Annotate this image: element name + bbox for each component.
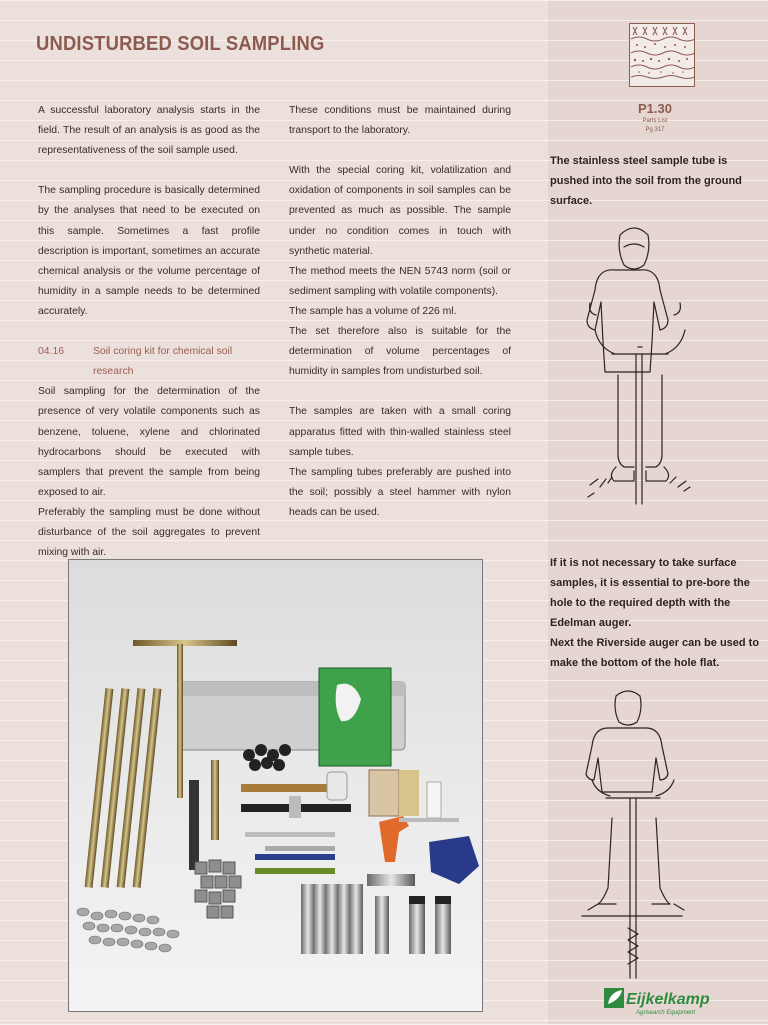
soil-profile-icon — [629, 23, 695, 87]
parts-list-label: Parts List — [642, 118, 668, 124]
page-code: P1.30 — [638, 101, 672, 116]
paragraph: The method meets the NEN 5743 norm (soil or sediment sampling with volatile components). — [289, 265, 511, 297]
sampling-man-illustration — [580, 215, 700, 510]
brand-logo — [604, 986, 724, 1020]
note-text: Next the Riverside auger can be used to make the bottom of the hole flat. — [550, 637, 760, 670]
paragraph: These conditions must be maintained during transport to the laboratory. — [289, 105, 511, 137]
page-reference: Pg 317 — [645, 127, 665, 133]
note-text: The stainless steel sample tube is pushed into the soil from the ground surface. — [550, 155, 742, 208]
text-column-left — [38, 101, 260, 563]
section-heading — [38, 342, 260, 382]
leaf-icon — [604, 986, 724, 1020]
auger-man-illustration — [578, 688, 688, 983]
note-text: If it is not necessary to take surface samples, it is essential to pre-bore the hole to the required depth with the Edelman auger. — [550, 557, 750, 630]
paragraph: With the special coring kit, volatilization and oxidation of components in soil samples can be prevented as much as possible. The sample under no condition comes in touch with synthetic material. — [289, 165, 511, 257]
paragraph: The sampling procedure is basically determined by the analyses that need to be executed on this sample. Sometimes a fast profile description is important, sometimes an accurate chemical analysis or the volume percentage of humidity in a sample needs to be determined accurately. — [38, 185, 260, 317]
section-title: Soil coring kit for chemical soil research — [93, 346, 233, 378]
text-column-middle — [289, 101, 511, 523]
paragraph: Soil sampling for the determination of the presence of very volatile components such as benzene, toluene, xylene and chlorinated hydrocarbons should be executed with samplers that prevent the sample from being exposed to air. — [38, 386, 260, 498]
section-number: 04.16 — [38, 346, 65, 358]
paragraph: A successful laboratory analysis starts in the field. The result of an analysis is as good as the representativeness of the soil sample used. — [38, 105, 260, 157]
paragraph: The samples are taken with a small coring apparatus fitted with thin-walled stainless steel sample tubes. — [289, 406, 511, 458]
soil-coring-kit-photo — [68, 559, 483, 1012]
page-title: UNDISTURBED SOIL SAMPLING — [36, 33, 325, 55]
brand-name: Eijkelkamp — [626, 991, 710, 1008]
paragraph: Preferably the sampling must be done without disturbance of the soil aggregates to prevent mixing with air. — [38, 506, 260, 559]
sidebar-note-2 — [550, 553, 765, 674]
brand-tagline: Agrisearch Equipment — [636, 1010, 696, 1016]
sidebar-note-1 — [550, 151, 765, 211]
parts-list-reference — [620, 117, 690, 135]
paragraph: The sampling tubes preferably are pushed into the soil; possibly a steel hammer with nylon heads can be used. — [289, 466, 511, 518]
paragraph: The set therefore also is suitable for the determination of volume percentages of humidity in samples from undisturbed soil. — [289, 326, 511, 378]
paragraph: The sample has a volume of 226 ml. — [289, 305, 457, 317]
